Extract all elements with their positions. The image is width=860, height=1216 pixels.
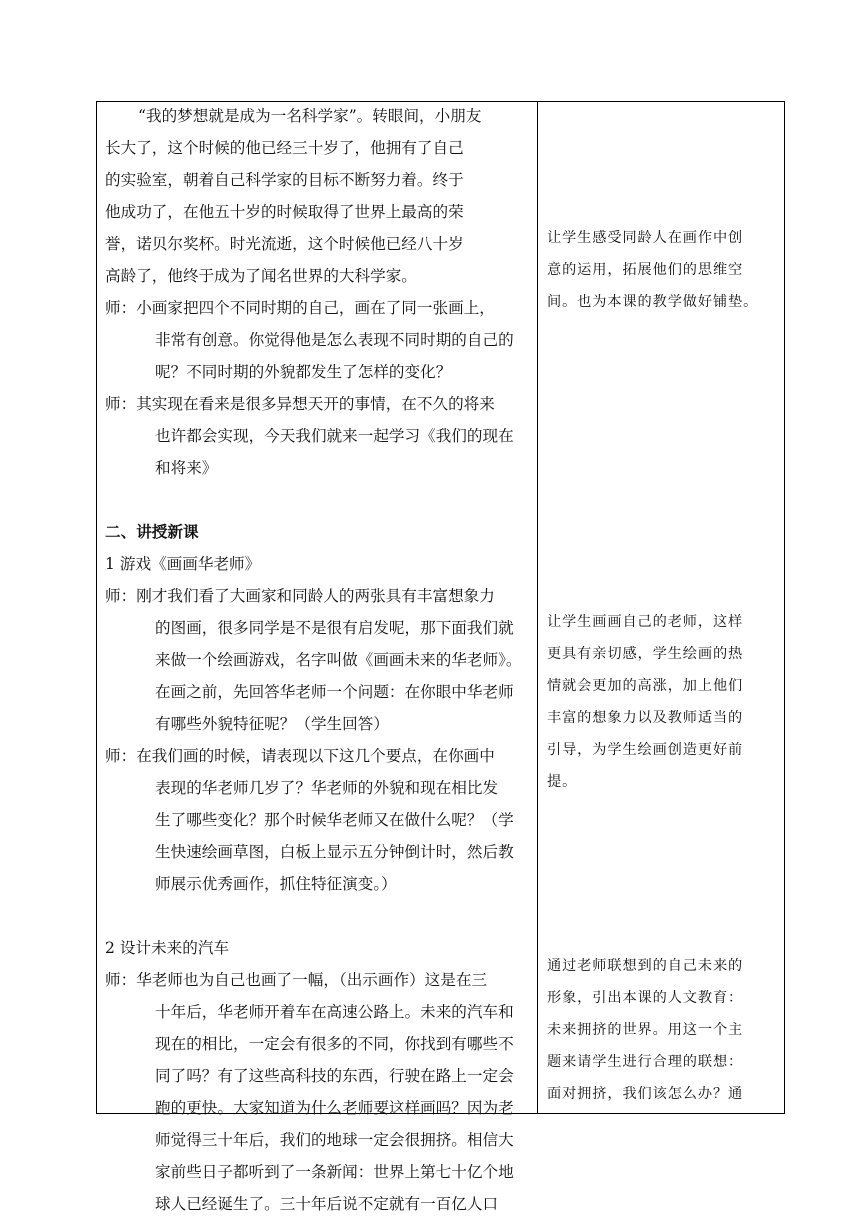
text-line: “我的梦想就是成为一名科学家”。转眼间，小朋友 [138, 107, 482, 125]
text-line: 的实验室，朝着自己科学家的目标不断努力着。终于 [105, 171, 464, 189]
note-line: 引导，为学生绘画创造更好前 [547, 742, 744, 758]
note-line: 情就会更加的高涨，加上他们 [547, 678, 744, 694]
text-line: 在画之前，先回答华老师一个问题：在你眼中华老师 [155, 683, 514, 701]
section-heading: 二、讲授新课 [105, 522, 199, 541]
text-line: 高龄了，他终于成为了闻名世界的大科学家。 [105, 267, 417, 285]
column-divider [537, 102, 538, 1113]
text-line: 表现的华老师几岁了？华老师的外貌和现在相比发 [155, 779, 499, 797]
text-line: 生了哪些变化？那个时候华老师又在做什么呢？（学 [155, 811, 514, 829]
teacher-line: 师：其实现在看来是很多异想天开的事情，在不久的将来 [105, 395, 495, 413]
text-line: 师觉得三十年后，我们的地球一定会很拥挤。相信大 [155, 1131, 514, 1149]
teacher-line: 师：刚才我们看了大画家和同龄人的两张具有丰富想象力 [105, 587, 495, 605]
text-line: 生快速绘画草图，白板上显示五分钟倒计时，然后教 [155, 843, 514, 861]
text-line: 来做一个绘画游戏，名字叫做《画画未来的华老师》。 [155, 651, 522, 669]
note-line: 面对拥挤，我们该怎么办？通 [547, 1086, 744, 1102]
item-heading: 2 设计未来的汽车 [105, 939, 230, 957]
text-line: 长大了，这个时候的他已经三十岁了，他拥有了自己 [105, 139, 464, 157]
text-line: 非常有创意。你觉得他是怎么表现不同时期的自己的 [155, 331, 514, 349]
note-line: 未来拥挤的世界。用这一个主 [547, 1022, 744, 1038]
text-line: 跑的更快。大家知道为什么老师要这样画吗？因为老 [155, 1099, 514, 1117]
note-line: 丰富的想象力以及教师适当的 [547, 710, 744, 726]
note-line: 提。 [547, 774, 578, 790]
teacher-line: 师：华老师也为自己也画了一幅，（出示画作）这是在三 [105, 971, 488, 989]
note-line: 题来请学生进行合理的联想： [547, 1054, 744, 1070]
teacher-line: 师：在我们画的时候，请表现以下这几个要点，在你画中 [105, 747, 495, 765]
text-line: 和将来》 [155, 459, 218, 477]
text-line: 球人已经诞生了。三十年后说不定就有一百亿人口 [155, 1195, 499, 1213]
lesson-plan-table [96, 101, 785, 1213]
note-line: 形象，引出本课的人文教育： [547, 990, 744, 1006]
text-line: 家前些日子都听到了一条新闻：世界上第七十亿个地 [155, 1163, 514, 1181]
text-line: 现在的相比，一定会有很多的不同，你找到有哪些不 [155, 1035, 514, 1053]
note-line: 通过老师联想到的自己未来的 [547, 958, 744, 974]
text-line: 师展示优秀画作，抓住特征演变。） [155, 875, 397, 893]
note-line: 更具有亲切感，学生绘画的热 [547, 646, 744, 662]
text-line: 的图画，很多同学是不是很有启发呢，那下面我们就 [155, 619, 514, 637]
note-line: 让学生画画自己的老师，这样 [547, 614, 744, 630]
text-line: 呢？不同时期的外貌都发生了怎样的变化？ [155, 363, 452, 381]
note-line: 间。也为本课的教学做好铺垫。 [547, 294, 759, 310]
text-line: 也许都会实现，今天我们就来一起学习《我们的现在 [155, 427, 514, 445]
text-line: 同了吗？有了这些高科技的东西，行驶在路上一定会 [155, 1067, 514, 1085]
text-line: 他成功了，在他五十岁的时候取得了世界上最高的荣 [105, 203, 464, 221]
text-line: 有哪些外貌特征呢？（学生回答） [155, 715, 389, 733]
text-line: 誉，诺贝尔奖杯。时光流逝，这个时候他已经八十岁 [105, 235, 464, 253]
text-line: 十年后，华老师开着车在高速公路上。未来的汽车和 [155, 1003, 514, 1021]
note-line: 意的运用，拓展他们的思维空 [547, 262, 744, 278]
note-line: 让学生感受同龄人在画作中创 [547, 230, 744, 246]
item-heading: 1 游戏《画画华老师》 [105, 555, 261, 573]
teacher-line: 师：小画家把四个不同时期的自己，画在了同一张画上， [105, 299, 495, 317]
